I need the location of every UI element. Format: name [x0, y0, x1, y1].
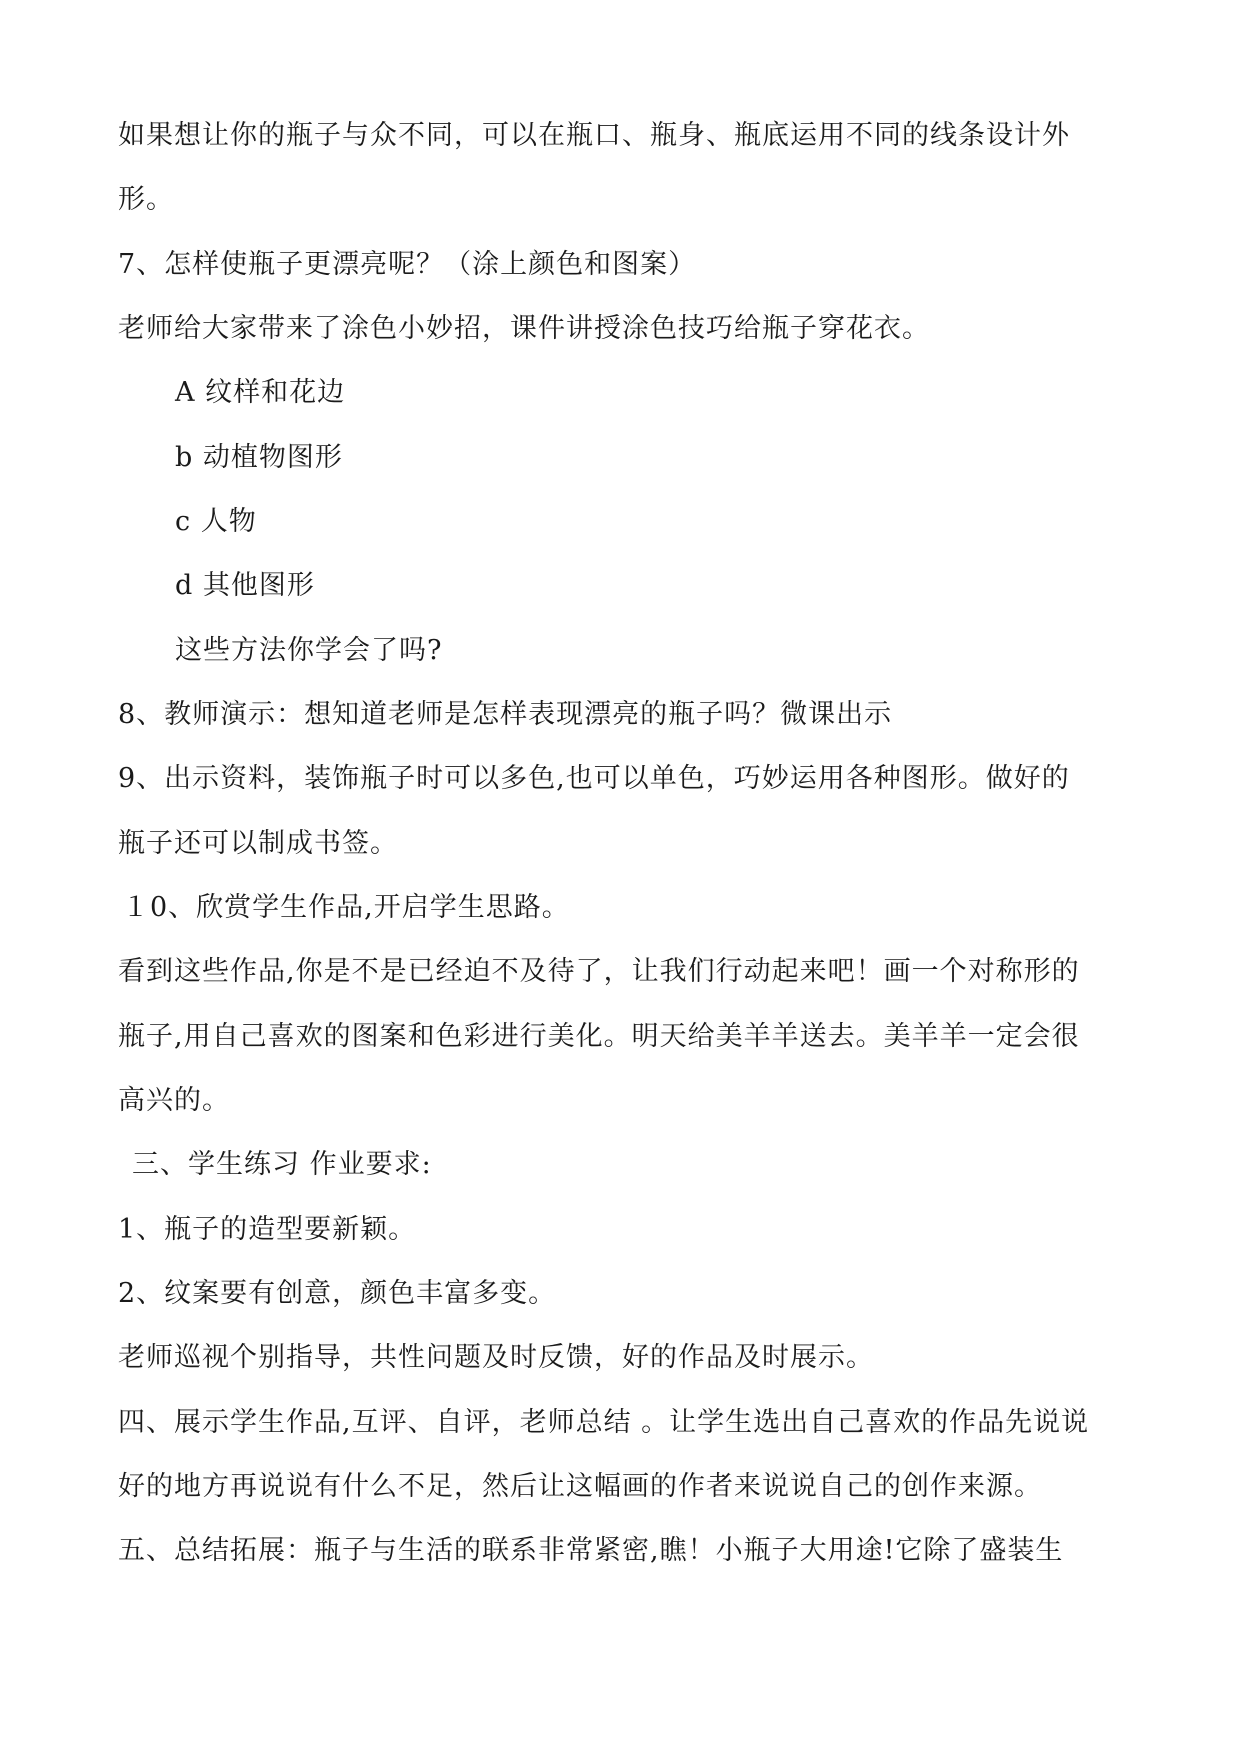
- step-7-heading: 7、怎样使瓶子更漂亮呢？（涂上颜色和图案）: [118, 249, 697, 280]
- paragraph-line: 老师巡视个别指导，共性问题及时反馈，好的作品及时展示。: [118, 1342, 874, 1373]
- section-5-heading: 五、总结拓展：瓶子与生活的联系非常紧密,瞧！小瓶子大用途!它除了盛装生: [118, 1535, 1064, 1566]
- question-line: 这些方法你学会了吗?: [175, 635, 443, 666]
- requirement-item: 2、纹案要有创意，颜色丰富多变。: [118, 1278, 557, 1309]
- paragraph-line: 形。: [118, 184, 174, 215]
- paragraph-line: 瓶子还可以制成书签。: [118, 828, 398, 859]
- section-3-heading: 三、学生练习 作业要求:: [132, 1149, 432, 1180]
- paragraph-line: 高兴的。: [118, 1085, 230, 1116]
- list-item: b 动植物图形: [175, 442, 343, 473]
- step-9-line: 9、出示资料，装饰瓶子时可以多色,也可以单色，巧妙运用各种图形。做好的: [118, 763, 1070, 794]
- step-10-heading: １0、欣赏学生作品,开启学生思路。: [122, 892, 570, 923]
- paragraph-line: 老师给大家带来了涂色小妙招，课件讲授涂色技巧给瓶子穿花衣。: [118, 313, 930, 344]
- list-item: d 其他图形: [175, 570, 315, 601]
- step-8-heading: 8、教师演示：想知道老师是怎样表现漂亮的瓶子吗？微课出示: [118, 699, 893, 730]
- paragraph-line: 如果想让你的瓶子与众不同，可以在瓶口、瓶身、瓶底运用不同的线条设计外: [118, 120, 1070, 151]
- paragraph-line: 看到这些作品,你是不是已经迫不及待了，让我们行动起来吧！画一个对称形的: [118, 956, 1080, 987]
- paragraph-line: 好的地方再说说有什么不足，然后让这幅画的作者来说说自己的创作来源。: [118, 1471, 1042, 1502]
- section-4-heading: 四、展示学生作品,互评、自评，老师总结 。让学生选出自己喜欢的作品先说说: [118, 1407, 1090, 1438]
- requirement-item: 1、瓶子的造型要新颖。: [118, 1214, 417, 1245]
- list-item: A 纹样和花边: [175, 377, 346, 408]
- paragraph-line: 瓶子,用自己喜欢的图案和色彩进行美化。明天给美羊羊送去。美羊羊一定会很: [118, 1021, 1080, 1052]
- list-item: c 人物: [175, 506, 257, 537]
